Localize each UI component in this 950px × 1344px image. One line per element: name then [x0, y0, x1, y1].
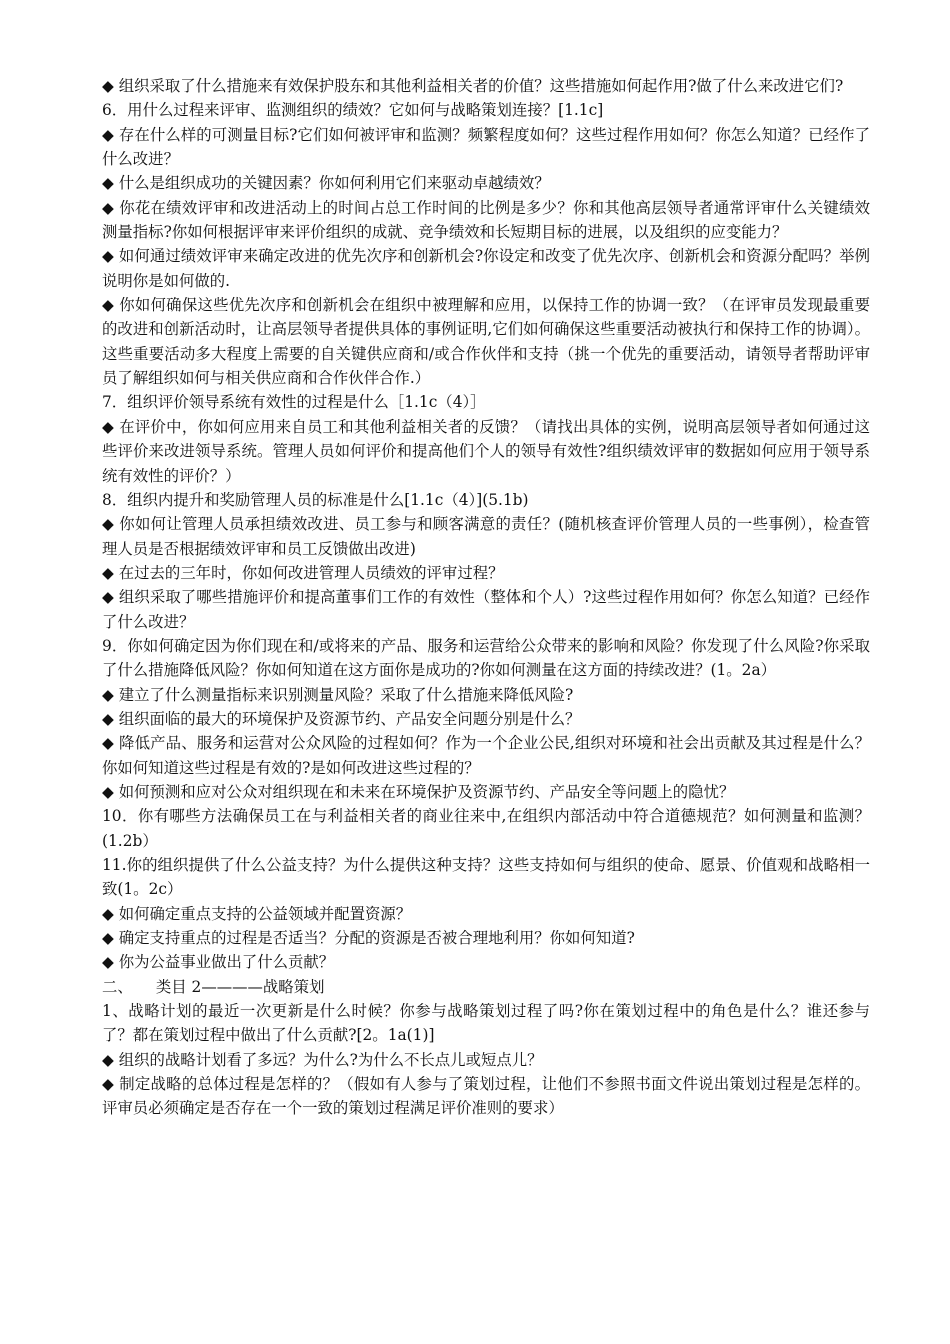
paragraph-18: ◆ 如何预测和应对公众对组织现在和未来在环境保护及资源节约、产品安全等问题上的隐忧？ [102, 782, 735, 801]
paragraph-19: 10．你有哪些方法确保员工在与利益相关者的商业往来中,在组织内部活动中符合道德规范？如何测量和监测？(1.2b） [102, 807, 870, 850]
paragraph-22: ◆ 确定支持重点的过程是否适当？分配的资源是否被合理地利用？你如何知道? [102, 929, 635, 948]
paragraph-16: ◆ 组织面临的最大的环境保护及资源节约、产品安全问题分别是什么？ [102, 709, 581, 728]
paragraph-13: ◆ 组织采取了哪些措施评价和提高董事们工作的有效性（整体和个人）?这些过程作用如何？你怎么知道？已经作了什么改进？ [102, 588, 870, 631]
paragraph-8: 7．组织评价领导系统有效性的过程是什么［1.1c（4）］ [102, 393, 486, 412]
paragraph-6: ◆ 如何通过绩效评审来确定改进的优先次序和创新机会?你设定和改变了优先次序、创新机会和资源分配吗？举例说明你是如何做的. [102, 247, 870, 290]
paragraph-9: ◆ 在评价中，你如何应用来自员工和其他利益相关者的反馈？（请找出具体的实例，说明高层领导者如何通过这些评价来改进领导系统。管理人员如何评价和提高他们个人的领导有效性?组织绩效评审的数据如何应用于领导系统有效性的评价？） [102, 417, 870, 485]
paragraph-7: ◆ 你如何确保这些优先次序和创新机会在组织中被理解和应用，以保持工作的协调一致？（在评审员发现最重要的改进和创新活动时，让高层领导者提供具体的事例证明,它们如何确保这些重要活动被执行和保持工作的协调）。这些重要活动多大程度上需要的自关键供应商和/或合作伙伴和支持（挑一个优先的重要活动，请领导者帮助评审员了解组织如何与相关供应商和合作伙伴合作.） [102, 296, 870, 388]
paragraph-27: ◆ 制定战略的总体过程是怎样的？（假如有人参与了策划过程，让他们不参照书面文件说出策划过程是怎样的。评审员必须确定是否存在一个一致的策划过程满足评价准则的要求） [102, 1075, 870, 1118]
paragraph-14: 9．你如何确定因为你们现在和/或将来的产品、服务和运营给公众带来的影响和风险？你发现了什么风险?你采取了什么措施降低风险？你如何知道在这方面你是成功的?你如何测量在这方面的持续改进？(1。2a） [102, 636, 870, 680]
paragraph-15: ◆ 建立了什么测量指标来识别测量风险？采取了什么措施来降低风险? [102, 685, 574, 704]
paragraph-3: ◆ 存在什么样的可测量目标?它们如何被评审和监测？频繁程度如何？这些过程作用如何？你怎么知道？已经作了什么改进？ [102, 125, 870, 169]
document-page [102, 74, 870, 1121]
paragraph-23: ◆ 你为公益事业做出了什么贡献？ [102, 953, 335, 972]
paragraph-10: 8．组织内提升和奖励管理人员的标准是什么[1.1c（4）](5.1b) [102, 490, 529, 509]
paragraph-11: ◆ 你如何让管理人员承担绩效改进、员工参与和顾客满意的责任？(随机核查评价管理人员的一些事例），检查管理人员是否根据绩效评审和员工反馈做出改进) [102, 515, 870, 558]
paragraph-21: ◆ 如何确定重点支持的公益领域并配置资源？ [102, 904, 412, 923]
paragraph-12: ◆ 在过去的三年时，你如何改进管理人员绩效的评审过程？ [102, 563, 504, 582]
paragraph-1: ◆ 组织采取了什么措施来有效保护股东和其他利益相关者的价值？这些措施如何起作用?做了什么来改进它们? [102, 77, 844, 95]
paragraph-5: ◆ 你花在绩效评审和改进活动上的时间占总工作时间的比例是多少？你和其他高层领导者通常评审什么关键绩效测量指标?你如何根据评审来评价组织的成就、竞争绩效和长短期目标的进展，以及组织的应变能力？ [102, 198, 870, 242]
paragraph-26: ◆ 组织的战略计划看了多远？为什么?为什么不长点儿或短点儿？ [102, 1050, 543, 1069]
paragraph-20: 11.你的组织提供了什么公益支持？为什么提供这种支持？这些支持如何与组织的使命、愿景、价值观和战略相一致(1。2c） [102, 856, 870, 899]
paragraph-4: ◆ 什么是组织成功的关键因素？你如何利用它们来驱动卓越绩效？ [102, 174, 550, 193]
paragraph-17: ◆ 降低产品、服务和运营对公众风险的过程如何？作为一个企业公民,组织对环境和社会出贡献及其过程是什么？你如何知道这些过程是有效的?是如何改进这些过程的？ [102, 734, 870, 777]
paragraph-25: 1、战略计划的最近一次更新是什么时候？你参与战略策划过程了吗?你在策划过程中的角色是什么？谁还参与了？都在策划过程中做出了什么贡献?[2。1a(1)] [102, 1002, 870, 1045]
section-heading: 二、 类目 2————战略策划 [102, 977, 325, 996]
paragraph-2: 6．用什么过程来评审、监测组织的绩效？它如何与战略策划连接？[1.1c] [102, 101, 604, 120]
